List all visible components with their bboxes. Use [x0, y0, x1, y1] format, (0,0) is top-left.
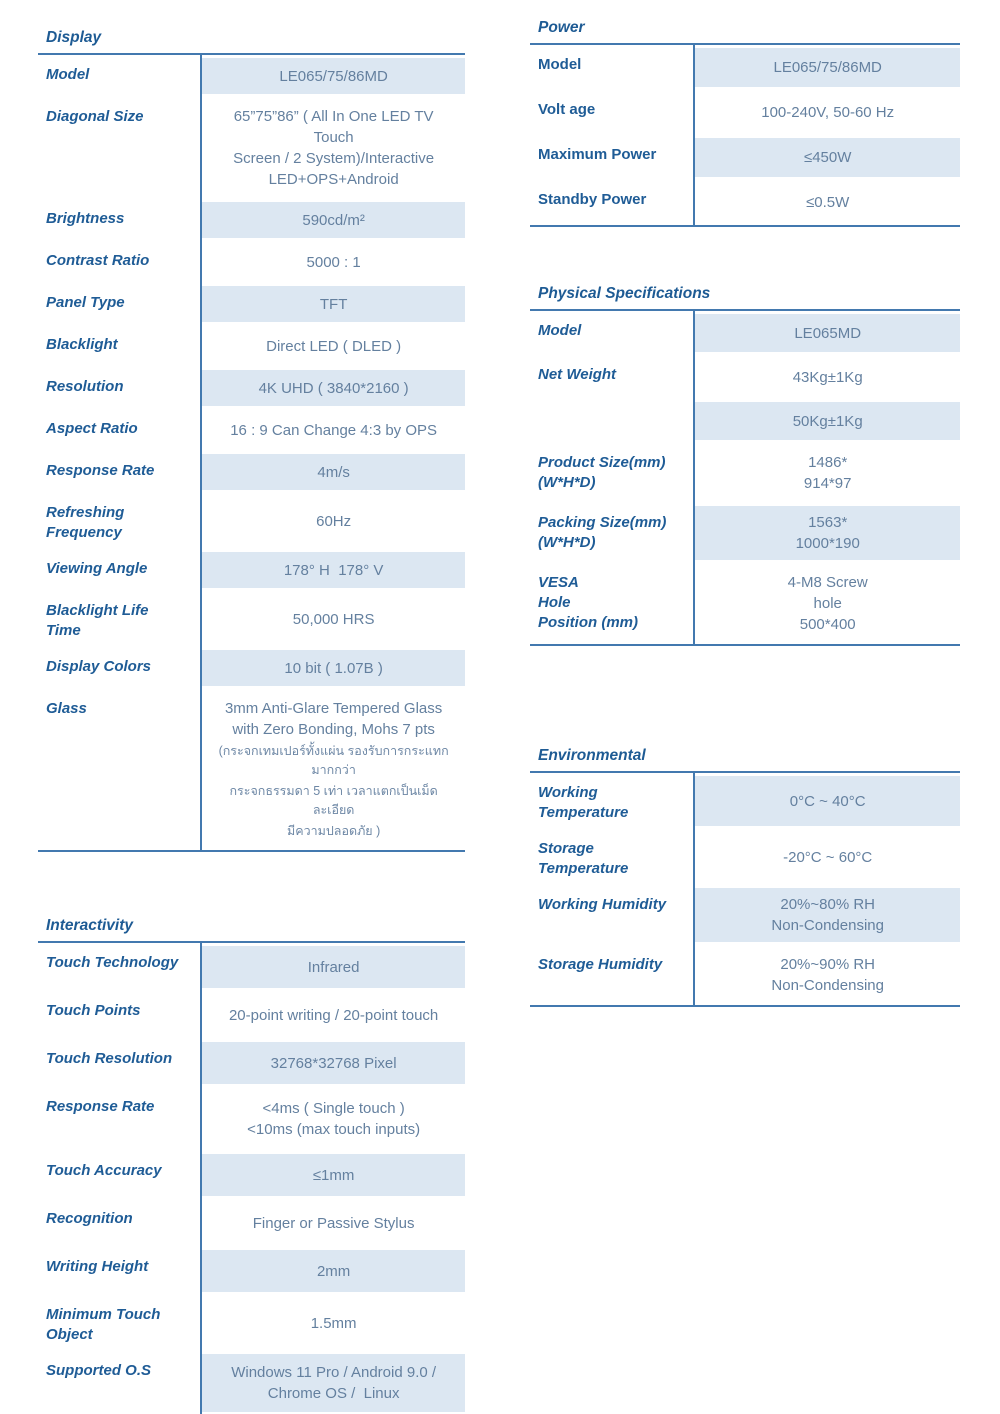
spec-label-line: Touch Resolution [46, 1050, 173, 1067]
spec-value-line: 20-point writing / 20-point touch [228, 1006, 439, 1024]
spec-label-line: Packing Size(mm) [538, 514, 667, 531]
spec-row [38, 325, 465, 367]
spec-value-line: Finger or Passive Stylus [252, 1214, 415, 1232]
spec-value-line: 914*97 [803, 475, 852, 492]
spec-value-line: 1563* [808, 514, 848, 531]
spec-row [530, 311, 960, 355]
spec-table-environmental [530, 771, 960, 1007]
spec-value-line: ≤1mm [312, 1166, 355, 1184]
spec-value-line: TFT [319, 295, 348, 313]
spec-label-line: Response Rate [46, 462, 155, 479]
spec-label-line: Minimum Touch [46, 1306, 161, 1323]
spec-label-line: Response Rate [46, 1098, 155, 1115]
section-physical [530, 284, 960, 646]
spec-value-line: 4m/s [317, 463, 350, 481]
spec-table-power [530, 43, 960, 227]
spec-row [38, 1247, 465, 1295]
spec-value [202, 1042, 465, 1084]
spec-row [38, 1039, 465, 1087]
section-title-environmental: Environmental [538, 747, 646, 764]
spec-value [202, 1298, 465, 1348]
spec-row [530, 443, 960, 503]
spec-label-line: Display Colors [46, 658, 152, 675]
spec-label-line: Maximum Power [538, 146, 657, 163]
section-display [38, 28, 465, 852]
spec-value [202, 286, 465, 322]
spec-value [202, 1090, 465, 1148]
spec-value-line: 1000*190 [795, 535, 860, 552]
spec-value [695, 358, 960, 396]
spec-value [695, 566, 960, 641]
spec-value [695, 93, 960, 132]
spec-table-interactivity [38, 941, 465, 1414]
spec-value [202, 412, 465, 448]
spec-label [38, 409, 200, 451]
spec-value [202, 946, 465, 988]
spec-value [202, 454, 465, 490]
section-title-interactivity: Interactivity [46, 917, 134, 934]
spec-row [38, 409, 465, 451]
spec-value-line: 5000 : 1 [306, 253, 361, 271]
spec-row [530, 829, 960, 885]
spec-value [202, 552, 465, 588]
spec-row [530, 885, 960, 945]
spec-value [202, 994, 465, 1036]
spec-label-line: Touch Points [46, 1002, 141, 1019]
spec-value [202, 650, 465, 686]
spec-value-line: LE065/75/86MD [773, 59, 882, 76]
spec-label-line: Writing Height [46, 1258, 149, 1275]
section-title-display: Display [46, 29, 102, 46]
spec-value-line: 100-240V, 50-60 Hz [761, 104, 895, 121]
spec-value [202, 202, 465, 238]
spec-value-line: Non-Condensing [771, 977, 884, 994]
spec-row [530, 945, 960, 1005]
spec-value-line: with Zero Bonding, Mohs 7 pts [232, 721, 435, 738]
spec-label-line: Hole [538, 594, 571, 611]
spec-label [530, 399, 693, 443]
spec-label [530, 885, 693, 945]
spec-value [695, 832, 960, 882]
spec-value-line: LED+OPS+Android [268, 171, 399, 188]
spec-label-line: Panel Type [46, 294, 125, 311]
spec-label-line: Aspect Ratio [46, 420, 138, 437]
section-power [530, 18, 960, 227]
spec-label [530, 563, 693, 644]
left-column [38, 28, 465, 1414]
spec-label-line: Resolution [46, 378, 124, 395]
spec-label [38, 493, 200, 549]
spec-label [38, 325, 200, 367]
spec-value-note-line: กระจกธรรมดา 5 เท่า เวลาแตกเป็นเม็ดละเอียด [229, 784, 438, 817]
spec-label-line: Model [538, 322, 582, 339]
spec-value-line: 4K UHD ( 3840*2160 ) [258, 379, 409, 397]
spec-value [202, 244, 465, 280]
section-title-physical: Physical Specifications [538, 285, 711, 302]
spec-label-line: Storage Temperature [538, 840, 629, 877]
spec-value-line: Screen / 2 System)/Interactive [233, 150, 435, 167]
spec-row [530, 773, 960, 829]
spec-row [38, 591, 465, 647]
spec-value [202, 1250, 465, 1292]
spec-label-line: Touch Technology [46, 954, 179, 971]
spec-label [530, 90, 693, 135]
spec-value-line: hole [813, 595, 842, 612]
spec-value-line: 4-M8 Screw [787, 574, 868, 591]
spec-value-line: 1486* [808, 454, 848, 471]
spec-label [530, 503, 693, 563]
spec-row [530, 135, 960, 180]
spec-row [38, 493, 465, 549]
spec-label-line: Diagonal Size [46, 108, 144, 125]
spec-value-line: -20°C ~ 60°C [783, 848, 873, 866]
spec-row [38, 1351, 465, 1414]
spec-value-line: 500*400 [799, 616, 856, 633]
spec-label-line: Blacklight [46, 336, 118, 353]
spec-value-line: 1.5mm [310, 1314, 357, 1332]
spec-value-line: ≤450W [803, 149, 852, 166]
spec-value [695, 48, 960, 87]
spec-row [530, 180, 960, 225]
spec-value [695, 888, 960, 942]
spec-value-line: 50Kg±1Kg [792, 412, 863, 430]
spec-label-line: Brightness [46, 210, 125, 227]
spec-row [38, 647, 465, 689]
spec-value-line: 178° H 178° V [283, 561, 384, 579]
spec-value [695, 314, 960, 352]
spec-value [202, 1154, 465, 1196]
spec-row [38, 283, 465, 325]
spec-label [38, 1087, 200, 1151]
spec-value-line: <4ms ( Single touch ) [262, 1100, 405, 1117]
spec-label [530, 945, 693, 1005]
spec-row [38, 1295, 465, 1351]
spec-label [38, 55, 200, 97]
spec-label [38, 97, 200, 199]
spec-row [530, 45, 960, 90]
section-environmental [530, 746, 960, 1007]
spec-row [530, 503, 960, 563]
spec-value-note-line: มีความปลอดภัย ) [286, 824, 381, 838]
spec-value [695, 402, 960, 440]
spec-label-line: (W*H*D) [538, 534, 596, 551]
spec-label-line: Touch Accuracy [46, 1162, 162, 1179]
spec-label [38, 451, 200, 493]
spec-row [38, 367, 465, 409]
spec-value-line: 3mm Anti-Glare Tempered Glass [224, 700, 443, 717]
spec-label-line: Blacklight Life Time [46, 602, 153, 639]
spec-row [38, 1199, 465, 1247]
spec-value [202, 594, 465, 644]
spec-label [38, 591, 200, 647]
spec-label [38, 549, 200, 591]
spec-label-line: Refreshing Frequency [46, 504, 129, 541]
spec-value [202, 1202, 465, 1244]
spec-label [38, 991, 200, 1039]
spec-value [202, 100, 465, 196]
right-column [530, 18, 960, 1007]
spec-row [38, 451, 465, 493]
spec-label-line: Supported O.S [46, 1362, 151, 1379]
spec-label [38, 1151, 200, 1199]
spec-row [38, 1087, 465, 1151]
spec-label-line: Working Humidity [538, 896, 667, 913]
spec-value [695, 506, 960, 560]
spec-value [695, 446, 960, 500]
spec-label [530, 135, 693, 180]
spec-value [202, 58, 465, 94]
spec-label [530, 355, 693, 399]
spec-row [38, 241, 465, 283]
spec-value-line: 50,000 HRS [292, 610, 375, 628]
spec-value-line: 60Hz [316, 512, 352, 530]
spec-label-line: Contrast Ratio [46, 252, 150, 269]
spec-label-line: VESA [538, 574, 579, 591]
spec-label [38, 1351, 200, 1414]
spec-value [695, 948, 960, 1002]
spec-label-line: Position (mm) [538, 614, 638, 631]
spec-value-line: Non-Condensing [771, 917, 884, 934]
section-interactivity [38, 916, 465, 1414]
spec-value-line: LE065/75/86MD [279, 67, 388, 85]
spec-label-line: Net Weight [538, 366, 617, 383]
spec-label-line: (W*H*D) [538, 474, 596, 491]
spec-label-line: Object [46, 1326, 93, 1343]
spec-value [202, 496, 465, 546]
spec-label [38, 1199, 200, 1247]
spec-row [38, 199, 465, 241]
spec-label [38, 241, 200, 283]
spec-value-line: 20%~90% RH [780, 956, 876, 973]
spec-value-line: 43Kg±1Kg [792, 368, 863, 386]
spec-label-line: Model [46, 66, 90, 83]
spec-label [530, 180, 693, 225]
spec-value [695, 183, 960, 222]
spec-value-line: LE065MD [794, 324, 862, 342]
spec-value-line: Windows 11 Pro / Android 9.0 / [231, 1364, 437, 1381]
spec-value-line: Chrome OS / Linux [267, 1385, 400, 1402]
spec-label-line: Product Size(mm) [538, 454, 666, 471]
spec-row [38, 549, 465, 591]
spec-label [38, 367, 200, 409]
spec-table-display [38, 53, 465, 852]
spec-value [695, 776, 960, 826]
spec-label [530, 311, 693, 355]
spec-label [530, 45, 693, 90]
spec-label-line: Glass [46, 700, 87, 717]
spec-row [38, 1151, 465, 1199]
spec-label-line: Recognition [46, 1210, 133, 1227]
spec-label [38, 1247, 200, 1295]
spec-label [530, 829, 693, 885]
spec-row [38, 943, 465, 991]
spec-label [38, 199, 200, 241]
spec-row [38, 97, 465, 199]
spec-label [38, 1295, 200, 1351]
spec-label [38, 943, 200, 991]
spec-label [38, 283, 200, 325]
spec-value-line: 10 bit ( 1.07B ) [284, 659, 383, 677]
spec-table-physical [530, 309, 960, 646]
spec-row [38, 991, 465, 1039]
spec-label-line: Working Temperature [538, 784, 629, 821]
spec-value-line: 65”75”86” ( All In One LED TV Touch [233, 108, 438, 146]
spec-value-line: 590cd/m² [302, 211, 365, 229]
spec-row [530, 563, 960, 644]
spec-value-line: Infrared [307, 958, 360, 976]
spec-value-line: <10ms (max touch inputs) [247, 1121, 421, 1138]
spec-label [38, 689, 200, 850]
spec-label-line: Model [538, 56, 582, 73]
spec-value-line: 32768*32768 Pixel [270, 1054, 397, 1072]
spec-label [530, 773, 693, 829]
spec-label [38, 1039, 200, 1087]
spec-value-note-line: (กระจกเทมเปอร์ทั้งแผ่น รองรับการกระแทกมากกว่า [218, 744, 449, 777]
spec-value-line: ≤0.5W [806, 194, 850, 211]
spec-label [530, 443, 693, 503]
spec-value [202, 370, 465, 406]
spec-label-line: Storage Humidity [538, 956, 663, 973]
spec-value-line: 20%~80% RH [780, 896, 876, 913]
spec-row [530, 399, 960, 443]
spec-value-line: 2mm [316, 1262, 351, 1280]
spec-value [202, 1354, 465, 1412]
section-title-power: Power [538, 19, 585, 36]
spec-label-line: Viewing Angle [46, 560, 148, 577]
spec-value [695, 138, 960, 177]
spec-row [530, 90, 960, 135]
spec-label-line: Volt age [538, 101, 596, 118]
spec-value-line: Direct LED ( DLED ) [266, 337, 402, 355]
spec-row [38, 55, 465, 97]
spec-label-line: Standby Power [538, 191, 647, 208]
spec-value [202, 692, 465, 847]
spec-row [38, 689, 465, 850]
spec-row [530, 355, 960, 399]
spec-value-line: 0°C ~ 40°C [789, 792, 866, 810]
spec-value-line: 16 : 9 Can Change 4:3 by OPS [230, 421, 438, 439]
spec-value [202, 328, 465, 364]
spec-label [38, 647, 200, 689]
